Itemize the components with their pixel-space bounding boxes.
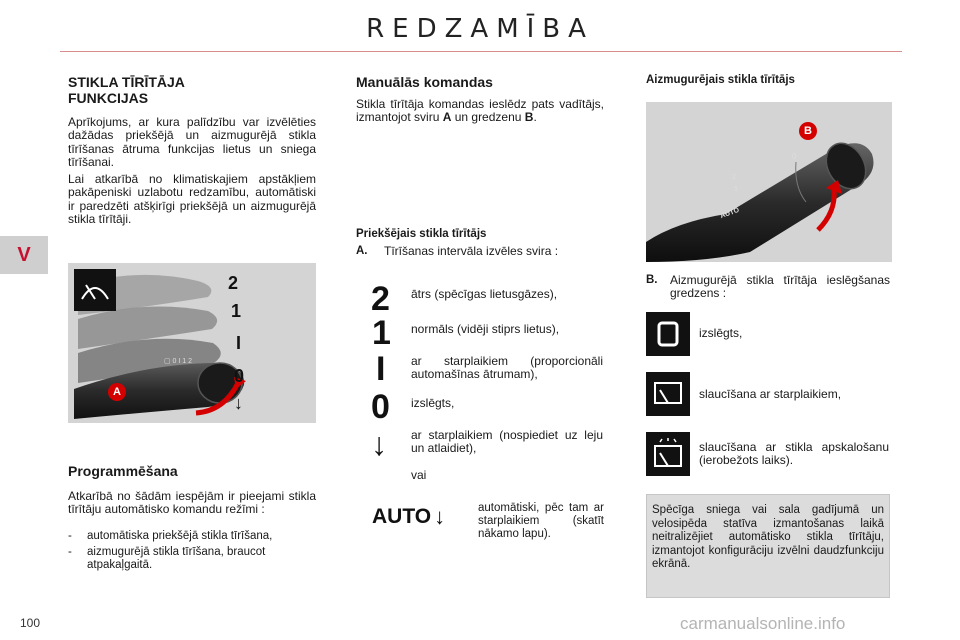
auto-down-arrow: ↓ bbox=[434, 504, 446, 529]
rear-wiper-ring-photo bbox=[646, 102, 892, 262]
or-text: vai bbox=[411, 468, 427, 482]
heading-line-1: STIKLA TĪRĪTĀJA bbox=[68, 74, 185, 90]
intro-text bbox=[68, 116, 316, 230]
off-symbol: 0 bbox=[371, 388, 390, 426]
manual-controls-heading: Manuālās komandas bbox=[356, 74, 493, 90]
section-heading-wiper-functions bbox=[68, 74, 318, 106]
intro-paragraph-2: Lai atkarībā no klimatiskajiem apstākļiem pakāpeniski uzlabotu redzamību, automātiski ir paredzēti atšķirīgi priekšējā un aizmugurējā stikla tīrītāji. bbox=[68, 172, 316, 227]
svg-text:▢ 0 I 1 2: ▢ 0 I 1 2 bbox=[164, 358, 193, 365]
info-note: Spēcīga sniega vai sala gadījumā un velosipēda statīva izmantošanas laikā neitralizējiet automātisko stikla tīrītāju, izmantojot konfigurāciju izvēlni daudzfunkciju ekrānā. bbox=[646, 494, 890, 598]
speed-2-symbol: 2 bbox=[371, 280, 390, 318]
windscreen-wiper-icon bbox=[74, 269, 116, 311]
manual-controls-intro bbox=[356, 98, 604, 125]
page-title: REDZAMĪBA bbox=[366, 14, 594, 44]
title-divider bbox=[60, 51, 902, 52]
heading-line-2: FUNKCIJAS bbox=[68, 90, 149, 106]
off-text: izslēgts, bbox=[411, 396, 455, 410]
rear-off-text: izslēgts, bbox=[699, 326, 743, 340]
marker-a: A bbox=[108, 383, 126, 401]
stalk-position-1: 1 bbox=[231, 301, 242, 321]
list-item-text: aizmugurējā stikla tīrīšana, braucot atpakaļgaitā. bbox=[87, 545, 266, 571]
rear-washer-icon bbox=[646, 432, 690, 476]
auto-ring-label: AUTO bbox=[719, 206, 741, 221]
list-item bbox=[68, 530, 318, 544]
page-number: 100 bbox=[20, 616, 41, 630]
intro-paragraph-1: Aprīkojums, ar kura palīdzību var izvēlēties dažādas priekšējā un aizmugurējā stikla tīrīšanas ātruma funkcijas lietus un sniega tīrīšanai. bbox=[68, 115, 316, 169]
watermark: carmanualsonline.info bbox=[680, 614, 846, 633]
intro-text-2: un gredzenu bbox=[451, 110, 525, 125]
lever-a-label: A. bbox=[356, 245, 368, 257]
programming-text: Atkarībā no šādām iespējām ir pieejami stikla tīrītāju automātisko komandu režīmi : bbox=[68, 489, 316, 517]
list-dash: - bbox=[68, 545, 72, 558]
stalk-position-0: 0 bbox=[234, 366, 245, 386]
intro-text-end: . bbox=[533, 110, 537, 125]
lever-ref-a: A bbox=[442, 110, 452, 125]
rear-wiper-heading: Aizmugurējais stikla tīrītājs bbox=[646, 74, 795, 86]
rear-wash-text: slaucīšana ar stikla apskalošanu (ierobežots laiks). bbox=[699, 440, 889, 468]
ring-position-1: 1 bbox=[734, 186, 738, 193]
list-dash: - bbox=[68, 530, 72, 542]
rear-intermittent-text: slaucīšana ar starplaikiem, bbox=[699, 387, 842, 401]
ring-b-description: Aizmugurējā stikla tīrītāja ieslēgšanas gredzens : bbox=[670, 273, 890, 301]
marker-b: B bbox=[799, 122, 817, 140]
list-item-text: automātiska priekšējā stikla tīrīšana, bbox=[87, 530, 273, 542]
lever-a-description: Tīrīšanas intervāla izvēles svira : bbox=[384, 244, 559, 258]
stalk-position-down-arrow: ↓ bbox=[234, 393, 243, 413]
single-wipe-symbol: ↓ bbox=[371, 426, 387, 462]
programming-list bbox=[68, 530, 318, 575]
intermittent-symbol: I bbox=[376, 350, 386, 388]
single-wipe-text: ar starplaikiem (nospiediet uz leju un atlaidiet), bbox=[411, 428, 603, 456]
auto-symbol bbox=[372, 504, 445, 530]
off-square-icon bbox=[646, 312, 690, 356]
chapter-tab[interactable]: V bbox=[0, 236, 48, 274]
list-item bbox=[68, 546, 318, 573]
speed-2-text: ātrs (spēcīgas lietusgāzes), bbox=[411, 287, 558, 301]
auto-label: AUTO bbox=[372, 505, 432, 528]
ring-position-0: 0 bbox=[792, 152, 797, 161]
auto-text: automātiski, pēc tam ar starplaikiem (skatīt nākamo lapu). bbox=[478, 502, 604, 540]
speed-1-text: normāls (vidēji stiprs lietus), bbox=[411, 322, 560, 336]
speed-1-symbol: 1 bbox=[372, 314, 391, 352]
intro-text-1: Stikla tīrītāja komandas ieslēdz pats vadītājs, izmantojot sviru bbox=[356, 97, 604, 125]
ring-position-2: 2 bbox=[732, 174, 736, 181]
front-wiper-heading: Priekšējais stikla tīrītājs bbox=[356, 228, 487, 240]
stalk-position-2: 2 bbox=[228, 273, 239, 293]
programming-heading: Programmēšana bbox=[68, 463, 178, 479]
stalk-position-i: I bbox=[236, 333, 242, 353]
ring-ref-b: B bbox=[524, 110, 534, 125]
ring-b-label: B. bbox=[646, 274, 658, 286]
front-wiper-stalk-photo bbox=[68, 263, 316, 423]
intermittent-text: ar starplaikiem (proporcionāli automašīnas ātrumam), bbox=[411, 354, 603, 382]
ring-illustration bbox=[646, 102, 892, 262]
rear-wiper-icon bbox=[646, 372, 690, 416]
